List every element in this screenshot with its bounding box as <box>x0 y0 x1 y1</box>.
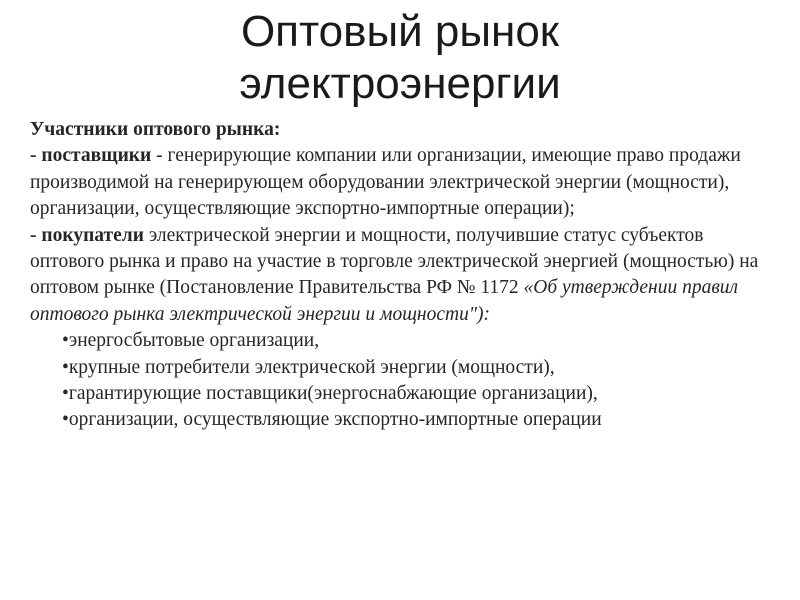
buyers-italic-reference: «Об утверждении правил оптового рынка электрической энергии и мощности"): <box>30 277 739 325</box>
list-item <box>62 381 770 407</box>
suppliers-term: поставщики <box>41 145 152 167</box>
list-item-text: гарантирующие поставщики(энергоснабжающие организации), <box>68 383 598 405</box>
list-item <box>62 407 770 433</box>
suppliers-paragraph <box>30 143 770 222</box>
list-item-text: энергосбытовые организации, <box>68 330 320 352</box>
buyers-paragraph <box>30 223 770 329</box>
slide-title-line-1: Оптовый рынок <box>240 7 560 56</box>
slide-title-line-2: электроэнергии <box>239 59 561 108</box>
suppliers-text: - генерирующие компании или организации, имеющие право продажи производимой на генерирующем оборудовании электрической энергии (мощности), организации, осуществляющие экспортно-импортные операции); <box>30 145 741 220</box>
list-item <box>62 355 770 381</box>
list-item <box>62 328 770 354</box>
list-item-text: организации, осуществляющие экспортно-импортные операции <box>68 409 602 431</box>
list-item-text: крупные потребители электрической энергии (мощности), <box>68 356 555 378</box>
suppliers-prefix: - <box>30 145 42 167</box>
slide-body <box>30 117 770 434</box>
participants-heading: Участники оптового рынка: <box>30 119 281 140</box>
buyers-prefix: - <box>30 224 42 246</box>
buyers-term: покупатели <box>41 224 144 246</box>
buyer-types-list <box>30 328 770 434</box>
buyers-text: электрической энергии и мощности, получившие статус субъектов оптового рынка и право на участие в торговле электрической энергией (мощностью) на оптовом рынке (Постановление Правительства РФ № 1172 <box>30 224 759 299</box>
slide-title <box>0 6 800 110</box>
